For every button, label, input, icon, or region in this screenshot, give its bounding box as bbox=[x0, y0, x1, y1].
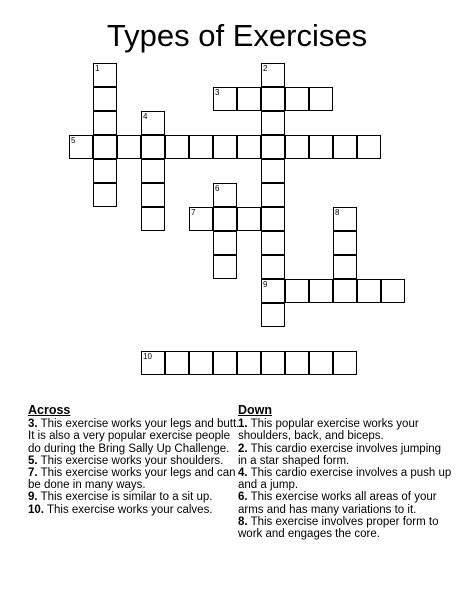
crossword-cell[interactable] bbox=[93, 111, 117, 135]
crossword-cell[interactable] bbox=[213, 255, 237, 279]
clue-text: This exercise works all areas of your arms and has many variations to it. bbox=[238, 491, 437, 516]
crossword-cell[interactable] bbox=[141, 135, 165, 159]
crossword-cell[interactable] bbox=[261, 231, 285, 255]
crossword-cell[interactable] bbox=[285, 87, 309, 111]
crossword-cell[interactable] bbox=[357, 279, 381, 303]
clue-text: This exercise involves proper form to work and engages the core. bbox=[238, 515, 439, 541]
crossword-cell[interactable] bbox=[213, 207, 237, 231]
clue-number: 2. bbox=[238, 442, 248, 455]
clue-text: This popular exercise works your shoulders, back, and biceps. bbox=[238, 418, 419, 443]
crossword-cell[interactable] bbox=[165, 351, 189, 375]
crossword-cell[interactable] bbox=[309, 135, 333, 159]
across-clue bbox=[28, 418, 243, 455]
crossword-cell[interactable] bbox=[285, 135, 309, 159]
clue-text: This exercise works your legs and can be done in many ways. bbox=[28, 467, 236, 492]
crossword-cell[interactable] bbox=[213, 351, 237, 375]
clue-text: This exercise is similar to a sit up. bbox=[37, 491, 213, 504]
crossword-cell[interactable] bbox=[93, 135, 117, 159]
crossword-cell[interactable] bbox=[237, 207, 261, 231]
crossword-cell[interactable] bbox=[309, 87, 333, 111]
clue-number-label: 8 bbox=[335, 208, 340, 217]
crossword-cell[interactable] bbox=[93, 87, 117, 111]
crossword-cell[interactable] bbox=[213, 135, 237, 159]
clue-number-label: 7 bbox=[191, 208, 196, 217]
clue-number: 1. bbox=[238, 418, 248, 431]
clue-number-label: 3 bbox=[215, 88, 220, 97]
crossword-cell[interactable] bbox=[237, 87, 261, 111]
crossword-cell[interactable] bbox=[261, 111, 285, 135]
across-clue bbox=[28, 491, 243, 503]
clue-text: This cardio exercise involves a push up and a jump. bbox=[238, 467, 452, 492]
crossword-cell[interactable] bbox=[165, 135, 189, 159]
clue-number: 10. bbox=[28, 503, 44, 516]
crossword-cell[interactable] bbox=[261, 183, 285, 207]
across-clue bbox=[28, 504, 243, 516]
down-heading: Down bbox=[238, 403, 273, 417]
across-clues bbox=[28, 404, 243, 516]
clue-number-label: 4 bbox=[143, 112, 148, 121]
down-clues bbox=[238, 404, 453, 540]
crossword-cell[interactable] bbox=[213, 231, 237, 255]
crossword-cell[interactable] bbox=[261, 135, 285, 159]
crossword-cell[interactable] bbox=[261, 159, 285, 183]
down-clue bbox=[238, 443, 453, 467]
crossword-cell[interactable] bbox=[237, 135, 261, 159]
crossword-cell[interactable] bbox=[93, 183, 117, 207]
clue-text: This exercise works your legs and butt. It is also a very popular exercise people do during the Bring Sally Up Challenge. bbox=[28, 418, 240, 455]
clue-text: This cardio exercise involves jumping in a star shaped form. bbox=[238, 442, 442, 467]
clue-number-label: 2 bbox=[263, 64, 268, 73]
crossword-cell[interactable] bbox=[309, 279, 333, 303]
clue-number: 4. bbox=[238, 467, 248, 480]
down-clue bbox=[238, 467, 453, 491]
crossword-cell[interactable] bbox=[117, 135, 141, 159]
crossword-cell[interactable] bbox=[333, 351, 357, 375]
clue-text: This exercise works your calves. bbox=[44, 503, 213, 516]
crossword-cell[interactable] bbox=[141, 207, 165, 231]
across-clue bbox=[28, 467, 243, 491]
crossword-cell[interactable] bbox=[333, 231, 357, 255]
crossword-cell[interactable] bbox=[189, 135, 213, 159]
clue-number-label: 5 bbox=[71, 136, 76, 145]
page-title: Types of Exercises bbox=[106, 18, 368, 53]
down-clue bbox=[238, 516, 453, 540]
clue-number: 7. bbox=[28, 467, 38, 480]
clue-number-label: 10 bbox=[143, 352, 152, 361]
crossword-cell[interactable] bbox=[333, 279, 357, 303]
crossword-cell[interactable] bbox=[261, 255, 285, 279]
crossword-cell[interactable] bbox=[333, 255, 357, 279]
clue-number-label: 9 bbox=[263, 280, 268, 289]
crossword-cell[interactable] bbox=[237, 351, 261, 375]
down-clue bbox=[238, 491, 453, 515]
crossword-cell[interactable] bbox=[93, 159, 117, 183]
crossword-cell[interactable] bbox=[261, 351, 285, 375]
crossword-cell[interactable] bbox=[261, 207, 285, 231]
crossword-cell[interactable] bbox=[261, 303, 285, 327]
crossword-cell[interactable] bbox=[261, 87, 285, 111]
crossword-cell[interactable] bbox=[189, 351, 213, 375]
crossword-cell[interactable] bbox=[333, 135, 357, 159]
clue-number: 6. bbox=[238, 491, 248, 504]
across-clue bbox=[28, 455, 243, 467]
clue-text: This exercise works your shoulders. bbox=[37, 454, 224, 467]
clue-number: 9. bbox=[28, 491, 38, 504]
crossword-cell[interactable] bbox=[309, 351, 333, 375]
down-clue bbox=[238, 418, 453, 442]
clue-number-label: 6 bbox=[215, 184, 220, 193]
crossword-cell[interactable] bbox=[141, 183, 165, 207]
crossword-cell[interactable] bbox=[285, 279, 309, 303]
clue-number: 8. bbox=[238, 515, 248, 528]
clue-number: 3. bbox=[28, 418, 38, 431]
clue-number-label: 1 bbox=[95, 64, 100, 73]
across-heading: Across bbox=[28, 403, 71, 417]
clue-number: 5. bbox=[28, 454, 38, 467]
crossword-cell[interactable] bbox=[141, 159, 165, 183]
crossword-cell[interactable] bbox=[357, 135, 381, 159]
crossword-cell[interactable] bbox=[285, 351, 309, 375]
crossword-cell[interactable] bbox=[381, 279, 405, 303]
